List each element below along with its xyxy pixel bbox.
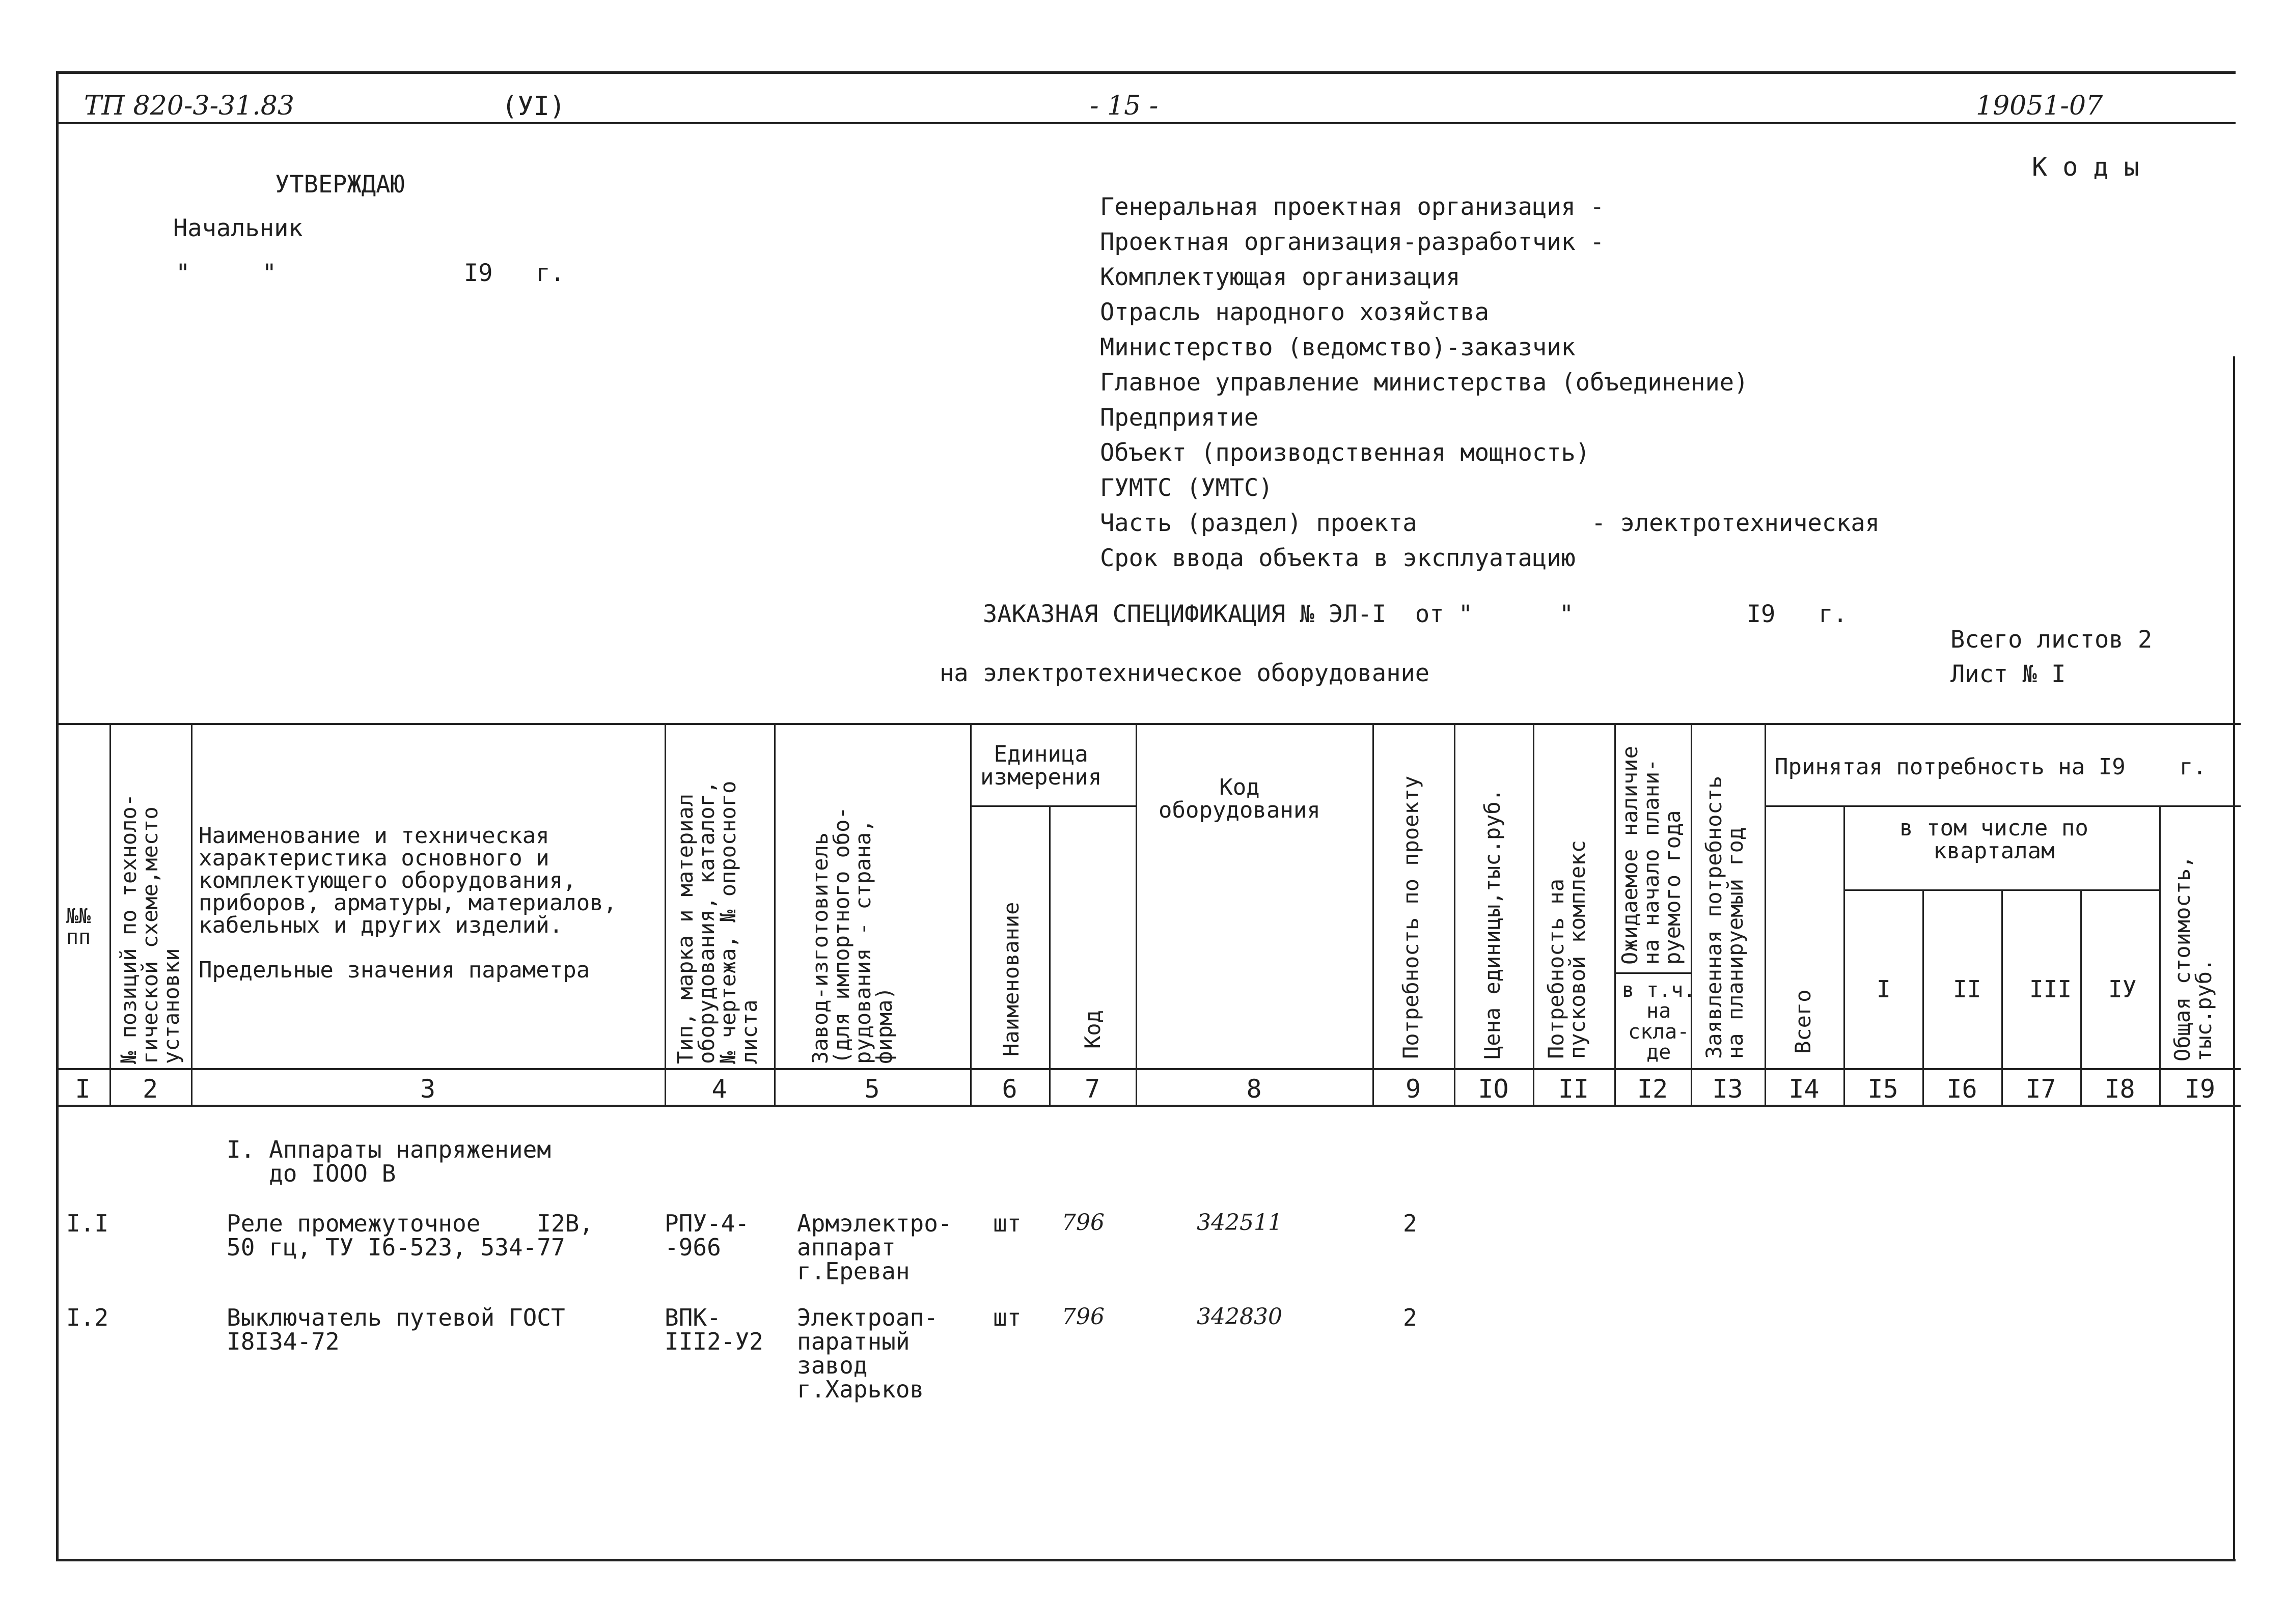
header-type: Тип, марка и материал оборудования, каталог, № чертежа, № опросного листа — [673, 780, 762, 1064]
col-number-6: 6 — [1002, 1074, 1017, 1104]
header-unit-code: Код — [1080, 1010, 1105, 1049]
col-number-15: I5 — [1867, 1074, 1898, 1104]
col-number-9: 9 — [1405, 1074, 1421, 1104]
row-2-unit: шт — [993, 1304, 1022, 1331]
col-border-8 — [1372, 723, 1374, 1106]
row-1-name: Реле промежуточное I2В, 50 гц, ТУ I6-523, 534-77 — [227, 1210, 594, 1261]
c12-split-line — [1614, 972, 1691, 974]
table-top-line — [56, 723, 2241, 725]
header-position: № позиций по техноло- гической схеме,место установки — [116, 793, 184, 1064]
col-border-3 — [665, 723, 666, 1106]
header-q1: I — [1877, 975, 1891, 1003]
row-1-quantity: 2 — [1403, 1210, 1417, 1237]
spec-subtitle: на электротехническое оборудование — [940, 659, 1430, 687]
col-border-7 — [1136, 723, 1137, 1106]
col-border-17 — [2080, 889, 2082, 1106]
specification-table — [56, 723, 2241, 1624]
col-number-4: 4 — [711, 1074, 727, 1104]
header-q4: IУ — [2108, 975, 2137, 1003]
row-2-type: ВПК- III2-У2 — [665, 1304, 763, 1355]
header-name: Наименование и техническая характеристика основного и комплектующего оборудования, приборов, арматуры, материалов, кабельных и других изделий. Предельные значения параметра — [199, 823, 617, 983]
approval-position: Начальник — [173, 214, 303, 242]
col-border-1 — [109, 723, 111, 1106]
col-border-10 — [1533, 723, 1534, 1106]
org-field-9: Часть (раздел) проекта — [1100, 509, 1417, 537]
org-field-6: Предприятие — [1100, 404, 1259, 432]
org-field-7: Объект (производственная мощность) — [1100, 439, 1590, 467]
col-border-14 — [1843, 805, 1845, 1106]
org-field-0: Генеральная проектная организация - — [1100, 193, 1605, 221]
header-in-stock: в т.ч. на скла- де — [1622, 978, 1696, 1065]
header-startup-need: Потребность на пусковой комплекс — [1544, 840, 1590, 1059]
org-field-1: Проектная организация-разработчик - — [1100, 228, 1605, 256]
frame-top-line — [56, 71, 2236, 74]
col-number-17: I7 — [2025, 1074, 2056, 1104]
volume-mark: (УI) — [502, 91, 566, 122]
sheet-number: Лист № I — [1950, 660, 2066, 688]
header-by-quarters: в том числе по кварталам — [1899, 815, 2088, 864]
col-border-5 — [970, 723, 972, 1106]
org-field-3: Отрасль народного хозяйства — [1100, 298, 1490, 326]
col-border-11 — [1614, 723, 1616, 1106]
colnum-top-line — [56, 1068, 2241, 1070]
sheets-total: Всего листов 2 — [1950, 626, 2153, 654]
org-field-4: Министерство (ведомство)-заказчик — [1100, 333, 1576, 361]
col-border-16 — [2001, 889, 2003, 1106]
col-number-16: I6 — [1946, 1074, 1977, 1104]
codes-title: К о д ы — [2032, 152, 2139, 182]
col-number-1: I — [75, 1074, 91, 1104]
header-unit-price: Цена единицы,тыс.руб. — [1480, 788, 1505, 1059]
org-field-10: Срок ввода объекта в эксплуатацию — [1100, 544, 1576, 572]
col-number-14: I4 — [1788, 1074, 1820, 1104]
row-2-unit-code: 796 — [1062, 1304, 1105, 1330]
page-number: - 15 - — [1090, 91, 1159, 121]
section-title: I. Аппараты напряжением до IOOO В — [227, 1136, 551, 1187]
accepted-header-line — [1765, 805, 2241, 807]
row-1-unit: шт — [993, 1210, 1022, 1237]
header-unit: Единица измерения — [980, 741, 1102, 790]
row-2-number: I.2 — [66, 1304, 109, 1331]
approval-title: УТВЕРЖДАЮ — [275, 171, 405, 199]
header-q2: II — [1953, 975, 1981, 1003]
col-number-10: IO — [1478, 1074, 1509, 1104]
col-border-9 — [1454, 723, 1455, 1106]
col-border-18 — [2159, 805, 2161, 1106]
row-1-type: РПУ-4- -966 — [665, 1210, 750, 1261]
header-accepted-need: Принятая потребность на I9 г. — [1775, 754, 2207, 780]
colnum-bottom-line — [56, 1105, 2241, 1107]
row-1-number: I.I — [66, 1210, 109, 1237]
col-border-6 — [1049, 805, 1051, 1106]
header-total-cost: Общая стоимость, тыс.руб. — [2170, 855, 2216, 1061]
org-field-5: Главное управление министерства (объединение) — [1100, 369, 1749, 397]
project-part-value: - электротехническая — [1591, 509, 1880, 537]
header-row-number: №№ пп — [66, 905, 91, 949]
header-declared-need: Заявленная потребность на планируемый год — [1701, 775, 1748, 1059]
spec-title: ЗАКАЗНАЯ СПЕЦИФИКАЦИЯ № ЭЛ-I от " " I9 г. — [983, 600, 1848, 628]
col-number-13: I3 — [1712, 1074, 1743, 1104]
header-expected-stock: Ожидаемое наличие на начало плани- руемого года — [1617, 746, 1685, 965]
col-number-11: II — [1558, 1074, 1589, 1104]
header-total: Всего — [1791, 989, 1815, 1054]
col-border-13 — [1765, 723, 1766, 1106]
document-number: 19051-07 — [1976, 91, 2103, 121]
header-unit-name: Наименование — [999, 902, 1024, 1056]
header-maker: Завод-изготовитель (для импортного обо- рудования - страна, фирма) — [808, 806, 897, 1064]
col-border-15 — [1922, 889, 1924, 1106]
header-q3: III — [2029, 975, 2072, 1003]
row-1-equipment-code: 342511 — [1197, 1210, 1282, 1236]
doc-reference: ТП 820-3-31.83 — [84, 91, 294, 121]
col-number-12: I2 — [1637, 1074, 1668, 1104]
unit-header-line — [970, 805, 1136, 807]
row-2-quantity: 2 — [1403, 1304, 1417, 1331]
col-number-7: 7 — [1084, 1074, 1100, 1104]
row-1-unit-code: 796 — [1062, 1210, 1105, 1236]
col-number-5: 5 — [864, 1074, 880, 1104]
row-1-maker: Армэлектро- аппарат г.Ереван — [797, 1210, 952, 1285]
header-equipment-code: Код оборудования — [1159, 774, 1320, 823]
col-number-8: 8 — [1246, 1074, 1262, 1104]
col-border-2 — [191, 723, 192, 1106]
col-number-3: 3 — [420, 1074, 436, 1104]
col-number-19: I9 — [2184, 1074, 2216, 1104]
row-2-equipment-code: 342830 — [1197, 1304, 1282, 1330]
row-2-name: Выключатель путевой ГОСТ I8I34-72 — [227, 1304, 565, 1355]
col-border-4 — [774, 723, 776, 1106]
header-project-need: Потребность по проекту — [1398, 775, 1423, 1059]
org-field-8: ГУМТС (УМТС) — [1100, 474, 1273, 502]
frame-header-line — [56, 122, 2236, 124]
approval-date: " " I9 г. — [176, 259, 565, 287]
org-field-2: Комплектующая организация — [1100, 263, 1461, 291]
row-2-maker: Электроап- паратный завод г.Харьков — [797, 1304, 938, 1403]
col-number-18: I8 — [2104, 1074, 2135, 1104]
col-number-2: 2 — [142, 1074, 158, 1104]
